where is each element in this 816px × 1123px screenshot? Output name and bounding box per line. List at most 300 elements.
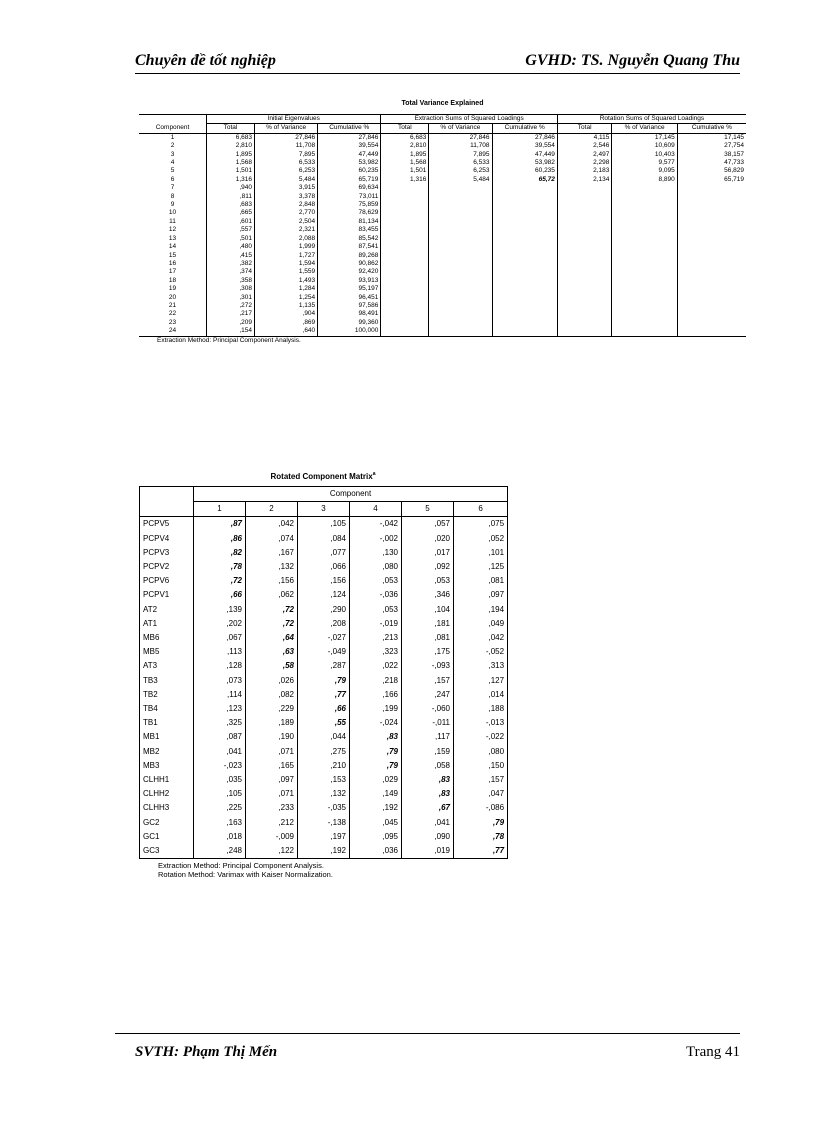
t1-value-cell: 27,754 bbox=[677, 142, 746, 150]
t2-row bbox=[140, 816, 508, 830]
t1-group-header-row bbox=[139, 115, 746, 124]
t1-value-cell: ,811 bbox=[207, 193, 255, 201]
t1-value-cell: 4,115 bbox=[557, 133, 611, 142]
t1-value-cell: 9,577 bbox=[612, 159, 677, 167]
t2-row-label: PCPV4 bbox=[140, 532, 194, 546]
t1-value-cell: ,382 bbox=[207, 260, 255, 268]
t2-value-cell: -,013 bbox=[454, 716, 508, 730]
t2-value-cell: ,165 bbox=[246, 759, 298, 773]
t1-value-cell bbox=[677, 285, 746, 293]
t1-value-cell: ,358 bbox=[207, 277, 255, 285]
t1-component-cell: 15 bbox=[168, 251, 177, 259]
t1-value-cell bbox=[381, 235, 429, 243]
t2-row-label: CLHH3 bbox=[140, 801, 194, 815]
t1-value-cell: 56,829 bbox=[677, 167, 746, 175]
t1-value-cell bbox=[612, 260, 677, 268]
t1-value-cell bbox=[381, 218, 429, 226]
t1-value-cell bbox=[492, 260, 557, 268]
t1-sub-header: Total bbox=[207, 124, 255, 133]
t1-row bbox=[139, 319, 746, 327]
t1-component-cell: 13 bbox=[168, 234, 177, 242]
t1-value-cell: 69,634 bbox=[318, 184, 381, 192]
t2-column-header: 2 bbox=[246, 502, 298, 517]
page-header bbox=[135, 50, 740, 72]
t1-value-cell bbox=[492, 285, 557, 293]
t1-row bbox=[139, 243, 746, 251]
t1-value-cell bbox=[381, 201, 429, 209]
t2-row-label: PCPV2 bbox=[140, 560, 194, 574]
t2-value-cell: ,248 bbox=[194, 844, 246, 859]
t2-row bbox=[140, 532, 508, 546]
t1-value-cell bbox=[492, 310, 557, 318]
t1-value-cell: 6,253 bbox=[429, 167, 492, 175]
t2-value-cell: ,55 bbox=[298, 716, 350, 730]
t1-value-cell: ,301 bbox=[207, 294, 255, 302]
t1-value-cell: 95,197 bbox=[318, 285, 381, 293]
t1-component-cell: 4 bbox=[170, 159, 175, 167]
t2-value-cell: ,287 bbox=[298, 659, 350, 673]
t2-value-cell: -,138 bbox=[298, 816, 350, 830]
t2-value-cell: ,036 bbox=[350, 844, 402, 859]
t1-value-cell: ,272 bbox=[207, 302, 255, 310]
t1-component-cell: 16 bbox=[168, 259, 177, 267]
t1-row bbox=[139, 201, 746, 209]
t2-value-cell: ,166 bbox=[350, 688, 402, 702]
t2-column-row bbox=[140, 502, 508, 517]
t1-value-cell bbox=[557, 268, 611, 276]
t2-value-cell: ,053 bbox=[350, 603, 402, 617]
t1-sub-header: Cumulative % bbox=[318, 124, 381, 133]
t1-value-cell bbox=[381, 277, 429, 285]
t1-value-cell bbox=[557, 319, 611, 327]
t2-value-cell: ,035 bbox=[194, 773, 246, 787]
t1-value-cell: 96,451 bbox=[318, 294, 381, 302]
t2-value-cell: ,049 bbox=[454, 617, 508, 631]
t1-value-cell: 27,846 bbox=[318, 133, 381, 142]
t2-value-cell: ,095 bbox=[350, 830, 402, 844]
t2-value-cell: ,213 bbox=[350, 631, 402, 645]
t2-row-label: MB5 bbox=[140, 645, 194, 659]
t1-value-cell: 1,727 bbox=[254, 252, 317, 260]
t2-value-cell: ,080 bbox=[350, 560, 402, 574]
t1-value-cell: 47,733 bbox=[677, 159, 746, 167]
t1-value-cell: 17,145 bbox=[677, 133, 746, 142]
t2-value-cell: ,275 bbox=[298, 745, 350, 759]
t1-value-cell bbox=[612, 277, 677, 285]
t2-row-label: TB3 bbox=[140, 674, 194, 688]
t1-value-cell bbox=[429, 327, 492, 336]
t2-row-label: CLHH2 bbox=[140, 787, 194, 801]
t2-value-cell: ,017 bbox=[402, 546, 454, 560]
t2-value-cell: -,049 bbox=[298, 645, 350, 659]
t1-value-cell bbox=[557, 302, 611, 310]
t2-value-cell: ,047 bbox=[454, 787, 508, 801]
t1-group-header: Extraction Sums of Squared Loadings bbox=[381, 115, 558, 124]
t1-value-cell bbox=[677, 327, 746, 336]
t1-component-cell: 7 bbox=[170, 184, 175, 192]
t2-value-cell: ,181 bbox=[402, 617, 454, 631]
t1-row bbox=[139, 193, 746, 201]
t2-row-label: AT1 bbox=[140, 617, 194, 631]
t2-value-cell: -,002 bbox=[350, 532, 402, 546]
t1-value-cell: 1,594 bbox=[254, 260, 317, 268]
t1-value-cell: 38,157 bbox=[677, 151, 746, 159]
t1-value-cell bbox=[381, 319, 429, 327]
t1-value-cell bbox=[677, 235, 746, 243]
t1-value-cell bbox=[677, 310, 746, 318]
t2-value-cell: ,044 bbox=[298, 730, 350, 744]
t1-sub-header: Cumulative % bbox=[677, 124, 746, 133]
t2-row-label: GC2 bbox=[140, 816, 194, 830]
t1-component-cell: 5 bbox=[170, 167, 175, 175]
t1-value-cell bbox=[492, 294, 557, 302]
t2-value-cell: -,011 bbox=[402, 716, 454, 730]
t1-value-cell: 78,629 bbox=[318, 209, 381, 217]
t1-value-cell: 47,449 bbox=[492, 151, 557, 159]
t1-value-cell: 99,360 bbox=[318, 319, 381, 327]
t1-value-cell bbox=[677, 226, 746, 234]
t1-value-cell: 75,859 bbox=[318, 201, 381, 209]
t1-value-cell: 89,268 bbox=[318, 252, 381, 260]
t1-value-cell bbox=[612, 252, 677, 260]
t2-value-cell: -,093 bbox=[402, 659, 454, 673]
t2-value-cell: ,208 bbox=[298, 617, 350, 631]
t2-column-header: 6 bbox=[454, 502, 508, 517]
t2-value-cell: -,086 bbox=[454, 801, 508, 815]
t1-value-cell: 1,501 bbox=[381, 167, 429, 175]
t1-value-cell: 27,846 bbox=[492, 133, 557, 142]
t1-value-cell bbox=[677, 209, 746, 217]
t1-value-cell: 1,284 bbox=[254, 285, 317, 293]
t2-row bbox=[140, 830, 508, 844]
t1-value-cell bbox=[612, 302, 677, 310]
t1-value-cell: 2,497 bbox=[557, 151, 611, 159]
t2-value-cell: ,163 bbox=[194, 816, 246, 830]
t1-row bbox=[139, 226, 746, 234]
t2-value-cell: ,157 bbox=[454, 773, 508, 787]
t1-value-cell: 2,810 bbox=[381, 142, 429, 150]
t2-value-cell: ,167 bbox=[246, 546, 298, 560]
t2-value-cell: ,157 bbox=[402, 674, 454, 688]
t1-component-cell: 17 bbox=[168, 268, 177, 276]
t1-value-cell: 5,484 bbox=[254, 176, 317, 184]
t1-row bbox=[139, 294, 746, 302]
t2-value-cell: ,67 bbox=[402, 801, 454, 815]
t2-value-cell: ,019 bbox=[402, 844, 454, 859]
t1-component-cell: 9 bbox=[170, 201, 175, 209]
t2-row bbox=[140, 517, 508, 532]
t1-row bbox=[139, 235, 746, 243]
t2-value-cell: ,097 bbox=[246, 773, 298, 787]
t2-value-cell: ,72 bbox=[246, 603, 298, 617]
t1-value-cell: 7,895 bbox=[254, 151, 317, 159]
t1-value-cell: 39,554 bbox=[318, 142, 381, 150]
t2-value-cell: ,018 bbox=[194, 830, 246, 844]
t2-column-header: 1 bbox=[194, 502, 246, 517]
t2-value-cell: ,014 bbox=[454, 688, 508, 702]
t1-row bbox=[139, 302, 746, 310]
t2-value-cell: ,313 bbox=[454, 659, 508, 673]
t1-row bbox=[139, 159, 746, 167]
t2-value-cell: ,077 bbox=[298, 546, 350, 560]
t2-row bbox=[140, 617, 508, 631]
t1-value-cell bbox=[677, 243, 746, 251]
t1-value-cell bbox=[429, 201, 492, 209]
t1-value-cell: 90,862 bbox=[318, 260, 381, 268]
t2-row-label: MB2 bbox=[140, 745, 194, 759]
t2-value-cell: ,79 bbox=[454, 816, 508, 830]
t1-value-cell: 5,484 bbox=[429, 176, 492, 184]
t1-component-cell: 14 bbox=[168, 243, 177, 251]
t2-row bbox=[140, 716, 508, 730]
t2-value-cell: ,150 bbox=[454, 759, 508, 773]
t1-value-cell: ,665 bbox=[207, 209, 255, 217]
t1-value-cell bbox=[381, 184, 429, 192]
t1-value-cell bbox=[381, 260, 429, 268]
t1-value-cell: 1,493 bbox=[254, 277, 317, 285]
table2-title-sup: a bbox=[372, 471, 376, 477]
t1-value-cell: 65,719 bbox=[677, 176, 746, 184]
t2-row-label: MB1 bbox=[140, 730, 194, 744]
t2-row bbox=[140, 844, 508, 859]
t1-value-cell bbox=[677, 252, 746, 260]
t1-row bbox=[139, 142, 746, 150]
t1-value-cell bbox=[677, 260, 746, 268]
t2-value-cell: ,139 bbox=[194, 603, 246, 617]
t1-value-cell: 1,568 bbox=[381, 159, 429, 167]
t2-component-header: Component bbox=[194, 487, 508, 502]
t2-value-cell: ,114 bbox=[194, 688, 246, 702]
t2-value-cell: ,105 bbox=[298, 517, 350, 532]
t2-row-label: TB4 bbox=[140, 702, 194, 716]
t1-value-cell bbox=[492, 226, 557, 234]
t1-row bbox=[139, 209, 746, 217]
t1-value-cell bbox=[557, 243, 611, 251]
t2-value-cell: -,019 bbox=[350, 617, 402, 631]
t2-value-cell: ,323 bbox=[350, 645, 402, 659]
t1-value-cell: 1,316 bbox=[207, 176, 255, 184]
t2-value-cell: ,79 bbox=[350, 759, 402, 773]
t1-value-cell bbox=[429, 319, 492, 327]
t2-value-cell: ,77 bbox=[454, 844, 508, 859]
t2-value-cell: ,092 bbox=[402, 560, 454, 574]
header-left: Chuyên đề tốt nghiệp bbox=[135, 52, 276, 69]
t1-value-cell: 98,491 bbox=[318, 310, 381, 318]
t1-value-cell bbox=[612, 327, 677, 336]
t1-sub-header: % of Variance bbox=[254, 124, 317, 133]
t1-value-cell: ,308 bbox=[207, 285, 255, 293]
t2-value-cell: -,052 bbox=[454, 645, 508, 659]
t2-value-cell: -,036 bbox=[350, 588, 402, 602]
t1-value-cell: 2,321 bbox=[254, 226, 317, 234]
t1-value-cell bbox=[677, 277, 746, 285]
t1-value-cell bbox=[492, 327, 557, 336]
t1-value-cell: 97,586 bbox=[318, 302, 381, 310]
total-variance-table bbox=[139, 114, 746, 337]
t1-value-cell: 53,982 bbox=[492, 159, 557, 167]
t1-value-cell: 1,999 bbox=[254, 243, 317, 251]
t1-value-cell bbox=[381, 285, 429, 293]
t2-row bbox=[140, 787, 508, 801]
t1-value-cell bbox=[612, 226, 677, 234]
t1-value-cell bbox=[677, 302, 746, 310]
t1-row bbox=[139, 151, 746, 159]
t1-value-cell: 2,183 bbox=[557, 167, 611, 175]
t1-value-cell: 100,000 bbox=[318, 327, 381, 336]
t1-component-cell: 21 bbox=[168, 301, 177, 309]
t1-value-cell bbox=[429, 193, 492, 201]
t1-value-cell: 53,982 bbox=[318, 159, 381, 167]
t2-row bbox=[140, 745, 508, 759]
t1-value-cell bbox=[429, 310, 492, 318]
t2-value-cell: ,020 bbox=[402, 532, 454, 546]
t2-value-cell: -,027 bbox=[298, 631, 350, 645]
t2-value-cell: ,052 bbox=[454, 532, 508, 546]
t1-value-cell: 2,810 bbox=[207, 142, 255, 150]
t2-value-cell: ,83 bbox=[402, 787, 454, 801]
t1-value-cell bbox=[677, 268, 746, 276]
t1-group-header: Initial Eigenvalues bbox=[207, 115, 381, 124]
t1-value-cell bbox=[557, 218, 611, 226]
t2-value-cell: ,042 bbox=[454, 631, 508, 645]
t1-value-cell: 6,253 bbox=[254, 167, 317, 175]
t2-value-cell: ,122 bbox=[246, 844, 298, 859]
t2-row bbox=[140, 688, 508, 702]
t2-row bbox=[140, 588, 508, 602]
t1-value-cell: ,209 bbox=[207, 319, 255, 327]
t1-value-cell: 1,135 bbox=[254, 302, 317, 310]
t1-component-cell: 8 bbox=[170, 192, 175, 200]
t1-value-cell bbox=[381, 268, 429, 276]
t1-component-cell: 24 bbox=[139, 327, 207, 336]
t2-corner bbox=[140, 487, 194, 517]
t1-value-cell: 1,568 bbox=[207, 159, 255, 167]
t1-value-cell: ,415 bbox=[207, 252, 255, 260]
t2-value-cell: ,190 bbox=[246, 730, 298, 744]
t1-value-cell: 92,420 bbox=[318, 268, 381, 276]
t1-value-cell bbox=[612, 243, 677, 251]
t2-column-header: 4 bbox=[350, 502, 402, 517]
t2-row bbox=[140, 801, 508, 815]
t2-row-label: GC1 bbox=[140, 830, 194, 844]
t1-value-cell bbox=[381, 193, 429, 201]
t1-value-cell: 6,533 bbox=[254, 159, 317, 167]
t2-value-cell: ,247 bbox=[402, 688, 454, 702]
table2-note-extraction: Extraction Method: Principal Component Analysis. bbox=[158, 861, 324, 870]
t2-row-label: CLHH1 bbox=[140, 773, 194, 787]
t1-value-cell: 6,533 bbox=[429, 159, 492, 167]
rotated-component-matrix bbox=[139, 486, 508, 859]
t2-value-cell: ,042 bbox=[246, 517, 298, 532]
t1-value-cell: 65,72 bbox=[492, 176, 557, 184]
t1-sub-header: Total bbox=[381, 124, 429, 133]
t2-value-cell: ,159 bbox=[402, 745, 454, 759]
t2-value-cell: ,123 bbox=[194, 702, 246, 716]
t1-component-cell: 22 bbox=[168, 310, 177, 318]
t2-value-cell: ,202 bbox=[194, 617, 246, 631]
t1-value-cell: 85,542 bbox=[318, 235, 381, 243]
t1-value-cell: 1,501 bbox=[207, 167, 255, 175]
t1-row bbox=[139, 176, 746, 184]
t2-value-cell: ,090 bbox=[402, 830, 454, 844]
t1-value-cell bbox=[677, 184, 746, 192]
t2-value-cell: ,084 bbox=[298, 532, 350, 546]
t2-row-label: PCPV6 bbox=[140, 574, 194, 588]
t1-value-cell bbox=[492, 184, 557, 192]
header-divider bbox=[135, 73, 740, 74]
t2-value-cell: ,074 bbox=[246, 532, 298, 546]
t1-component-cell: 2 bbox=[170, 142, 175, 150]
t1-value-cell bbox=[429, 252, 492, 260]
t2-value-cell: -,024 bbox=[350, 716, 402, 730]
page-number: Trang 41 bbox=[685, 1044, 740, 1060]
t1-value-cell: ,480 bbox=[207, 243, 255, 251]
t1-value-cell bbox=[612, 235, 677, 243]
t1-value-cell: 39,554 bbox=[492, 142, 557, 150]
t1-value-cell bbox=[429, 285, 492, 293]
t2-value-cell: -,023 bbox=[194, 759, 246, 773]
t1-value-cell bbox=[557, 209, 611, 217]
t2-value-cell: ,199 bbox=[350, 702, 402, 716]
t2-row-label: TB2 bbox=[140, 688, 194, 702]
t2-value-cell: ,124 bbox=[298, 588, 350, 602]
t2-value-cell: ,053 bbox=[350, 574, 402, 588]
t1-value-cell bbox=[677, 218, 746, 226]
t2-row-label: AT3 bbox=[140, 659, 194, 673]
t2-value-cell: ,64 bbox=[246, 631, 298, 645]
t2-value-cell: -,035 bbox=[298, 801, 350, 815]
t1-value-cell: ,557 bbox=[207, 226, 255, 234]
t1-value-cell bbox=[557, 327, 611, 336]
t2-value-cell: ,87 bbox=[194, 517, 246, 532]
t1-group-header: Rotation Sums of Squared Loadings bbox=[557, 115, 746, 124]
t2-value-cell: ,071 bbox=[246, 787, 298, 801]
t1-value-cell: 2,088 bbox=[254, 235, 317, 243]
t1-value-cell bbox=[557, 294, 611, 302]
t1-value-cell: 9,095 bbox=[612, 167, 677, 175]
t2-value-cell: ,105 bbox=[194, 787, 246, 801]
t2-row bbox=[140, 659, 508, 673]
t2-value-cell: ,117 bbox=[402, 730, 454, 744]
t2-value-cell: ,132 bbox=[246, 560, 298, 574]
t1-value-cell: 11,708 bbox=[429, 142, 492, 150]
t1-value-cell bbox=[677, 294, 746, 302]
t2-value-cell: -,060 bbox=[402, 702, 454, 716]
t1-component-cell: 10 bbox=[168, 209, 177, 217]
t2-value-cell: ,075 bbox=[454, 517, 508, 532]
t2-value-cell: -,022 bbox=[454, 730, 508, 744]
t2-row bbox=[140, 702, 508, 716]
t2-header-row bbox=[140, 487, 508, 502]
t1-value-cell: 17,145 bbox=[612, 133, 677, 142]
t1-value-cell bbox=[381, 302, 429, 310]
t1-row bbox=[139, 218, 746, 226]
t1-component-cell: 18 bbox=[168, 276, 177, 284]
t2-value-cell: ,041 bbox=[194, 745, 246, 759]
t2-value-cell: ,029 bbox=[350, 773, 402, 787]
t1-value-cell: ,940 bbox=[207, 184, 255, 192]
t1-value-cell: 60,235 bbox=[492, 167, 557, 175]
t1-value-cell: 8,890 bbox=[612, 176, 677, 184]
t1-row bbox=[139, 252, 746, 260]
t2-value-cell: ,073 bbox=[194, 674, 246, 688]
t2-value-cell: ,066 bbox=[298, 560, 350, 574]
t1-value-cell bbox=[557, 285, 611, 293]
t1-value-cell bbox=[677, 201, 746, 209]
t1-value-cell: 1,895 bbox=[381, 151, 429, 159]
table1-title: Total Variance Explained bbox=[401, 100, 484, 107]
t1-sub-header-row bbox=[139, 124, 746, 133]
